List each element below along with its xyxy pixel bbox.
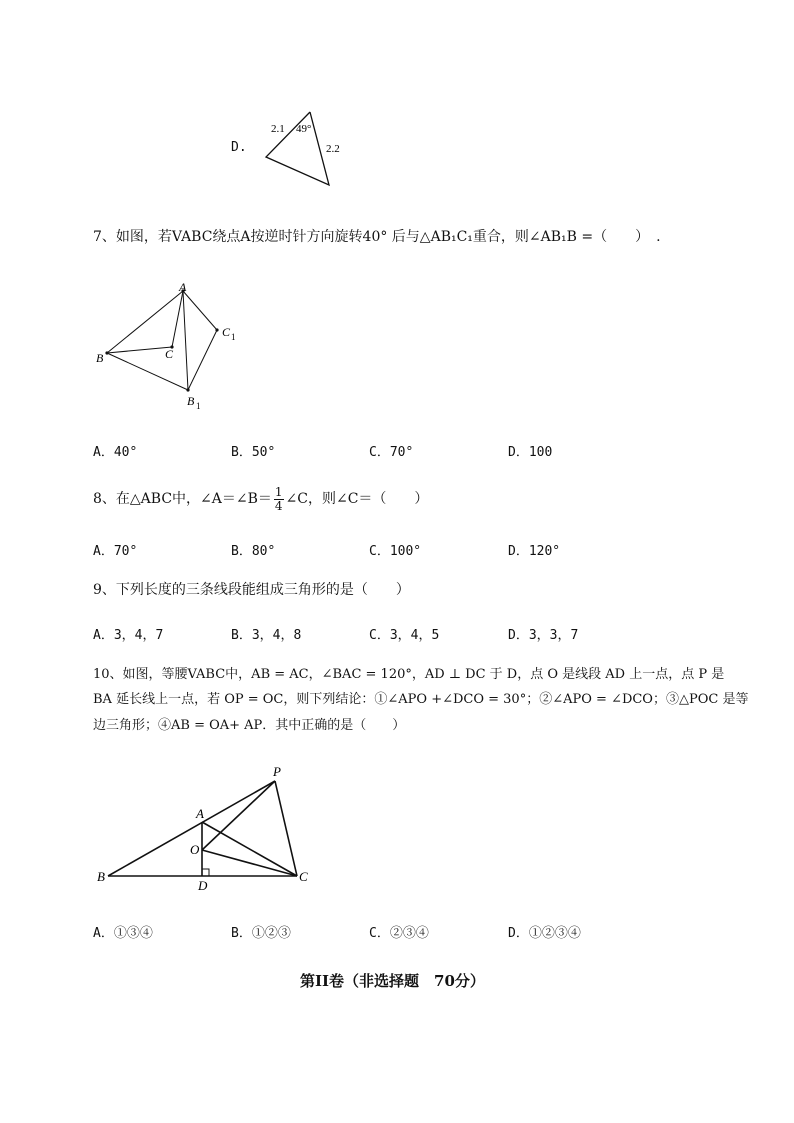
q10-label-c: C [299, 869, 308, 884]
section-title: 第II卷（非选择题 70分） [300, 972, 485, 990]
q8-text-post: ∠C，则∠C＝（ ） [285, 491, 429, 507]
q8-text-pre: 8、在△ABC中，∠A＝∠B＝ [93, 491, 272, 507]
q6-option-d-label: D. [231, 140, 247, 155]
q7-label-a: A [179, 280, 187, 294]
q10-text-line1: 10、如图，等腰VABC中，AB = AC，∠BAC = 120°，AD ⊥ DC 于 D，点 O 是线段 AD 上一点，点 P 是 [93, 667, 725, 682]
q7-question-text: 7、如图，若VABC绕点A按逆时针方向旋转40° 后与△AB₁C₁重合，则∠AB₁B =（ ） . [93, 229, 661, 245]
q10-option-d: D．①②③④ [508, 926, 581, 941]
q8-question [93, 484, 428, 514]
q10-option-a: A．①③④ [93, 926, 153, 941]
q10-label-a: A [196, 806, 204, 821]
q10-text-line3: 边三角形；④AB = OA+ AP．其中正确的是（ ） [93, 718, 406, 733]
q6-side-left-label: 2.1 [271, 123, 285, 135]
q10-label-p: P [273, 764, 281, 779]
q7-option-c: C．70° [369, 445, 414, 460]
q10-label-o: O [190, 842, 200, 857]
q9-option-d: D．3，3，7 [508, 628, 579, 643]
q8-option-d: D．120° [508, 544, 561, 559]
q6-side-right-label: 2.2 [326, 143, 340, 155]
q8-option-c: C．100° [369, 544, 422, 559]
q7-label-b1: B [187, 394, 195, 408]
q8-frac-num: 1 [274, 484, 283, 499]
q7-label-b: B [96, 351, 104, 365]
q10-label-d: D [198, 878, 208, 890]
q8-fraction [274, 486, 284, 513]
q10-option-b: B．①②③ [231, 926, 291, 941]
q6-triangle-figure [260, 105, 360, 190]
q7-label-b1-sub: 1 [196, 401, 201, 411]
q7-label-c: C [165, 347, 174, 361]
q7-option-d: D．100 [508, 445, 553, 460]
q10-option-c: C．②③④ [369, 926, 429, 941]
q9-option-a: A．3，4，7 [93, 628, 164, 643]
q6-angle-label: 49° [296, 123, 312, 135]
q9-option-b: B．3，4，8 [231, 628, 302, 643]
q8-frac-den: 4 [274, 498, 283, 513]
q10-triangle-figure [92, 760, 322, 890]
q7-rotation-figure [90, 280, 250, 415]
q8-option-b: B．80° [231, 544, 276, 559]
q10-text-line2: BA 延长线上一点，若 OP = OC，则下列结论：①∠APO +∠DCO = 30°；②∠APO = ∠DCO；③△POC 是等 [93, 692, 749, 707]
q9-option-c: C．3，4，5 [369, 628, 440, 643]
q7-option-a: A．40° [93, 445, 138, 460]
q9-question-text: 9、下列长度的三条线段能组成三角形的是（ ） [93, 582, 410, 598]
q10-label-b: B [97, 869, 105, 884]
q8-option-a: A．70° [93, 544, 138, 559]
q7-label-c1-sub: 1 [231, 332, 236, 342]
q7-label-c1: C [222, 325, 231, 339]
q7-option-b: B．50° [231, 445, 276, 460]
